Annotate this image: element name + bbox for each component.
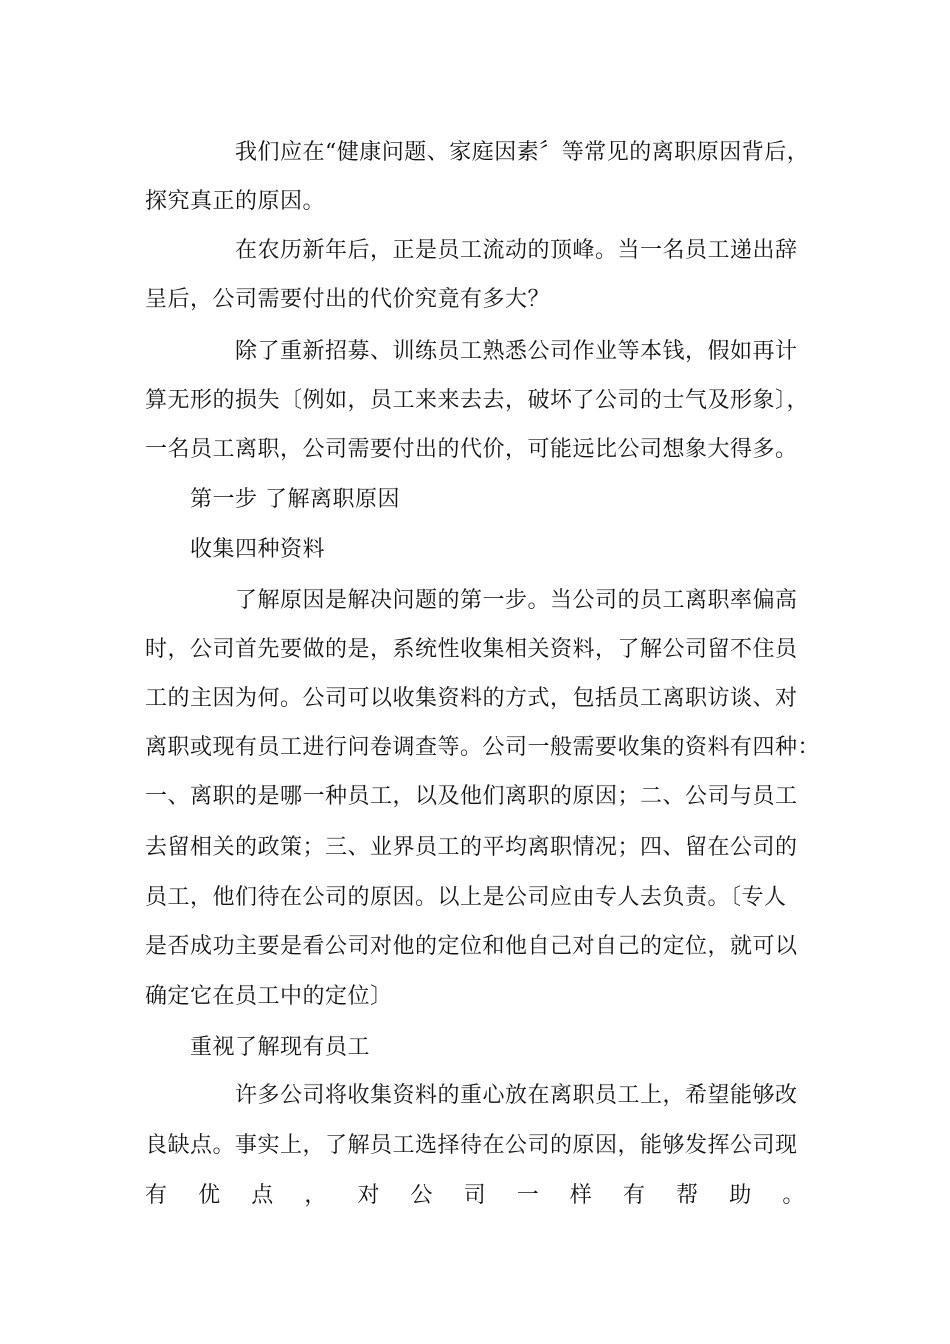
justified-char: 。 — [782, 1183, 805, 1208]
justified-char: 对 — [357, 1183, 380, 1208]
justified-char: 有 — [145, 1183, 168, 1208]
section-heading-current-employees: 重视了解现有员工 — [190, 1035, 371, 1060]
justified-char: 司 — [463, 1183, 487, 1208]
justified-char: 帮 — [676, 1183, 699, 1208]
section-heading-step-one: 第一步 了解离职原因 — [190, 487, 400, 512]
paragraph-3-line-2: 算无形的损失〔例如，员工来来去去，破坏了公司的士气及形象〕， — [145, 388, 810, 413]
paragraph-4-line-4: 离职或现有员工进行问卷调查等。公司一般需要收集的资料有四种： — [145, 735, 821, 760]
justified-char: ， — [304, 1183, 327, 1208]
paragraph-5-line-1: 许多公司将收集资料的重心放在离职员工上，希望能够改 — [235, 1083, 798, 1108]
paragraph-3-line-1: 除了重新招募、训练员工熟悉公司作业等本钱，假如再计 — [235, 339, 798, 364]
paragraph-5-line-2: 良缺点。事实上，了解员工选择待在公司的原因，能够发挥公司现 — [145, 1133, 798, 1158]
paragraph-4-line-6: 去留相关的政策；三、业界员工的平均离职情况；四、留在公司的 — [145, 835, 798, 860]
justified-char: 一 — [516, 1183, 540, 1208]
justified-char: 有 — [622, 1183, 646, 1208]
paragraph-4-line-8: 是否成功主要是看公司对他的定位和他自己对自己的定位，就可以 — [145, 934, 798, 959]
justified-char: 样 — [569, 1183, 593, 1208]
paragraph-4-line-7: 员工，他们待在公司的原因。以上是公司应由专人去负责。〔专人 — [145, 885, 787, 910]
justified-char: 优 — [198, 1183, 221, 1208]
paragraph-1-line-2: 探究真正的原因。 — [145, 189, 326, 214]
justified-char: 点 — [251, 1183, 274, 1208]
paragraph-2-line-1: 在农历新年后，正是员工流动的顶峰。当一名员工递出辞 — [235, 238, 798, 263]
paragraph-4-line-1: 了解原因是解决问题的第一步。当公司的员工离职率偏高 — [235, 588, 798, 613]
paragraph-2-line-2: 呈后，公司需要付出的代价究竟有多大？ — [145, 287, 551, 312]
paragraph-4-line-5: 一、离职的是哪一种员工，以及他们离职的原因；二、公司与员工 — [145, 784, 798, 809]
paragraph-4-line-3: 工的主因为何。公司可以收集资料的方式，包括员工离职访谈、对 — [145, 686, 798, 711]
justified-char: 公 — [410, 1183, 434, 1208]
justified-char: 助 — [729, 1183, 752, 1208]
section-heading-collect-four: 收集四种资料 — [190, 537, 326, 562]
paragraph-5-line-3-justified — [145, 1181, 805, 1211]
paragraph-1-line-1: 我们应在“健康问题、家庭因素〞等常见的离职原因背后， — [235, 140, 810, 165]
paragraph-4-line-2: 时，公司首先要做的是，系统性收集相关资料，了解公司留不住员 — [145, 637, 798, 662]
paragraph-3-line-3: 一名员工离职，公司需要付出的代价，可能远比公司想象大得多。 — [145, 437, 798, 462]
paragraph-4-line-9: 确定它在员工中的定位〕 — [145, 984, 393, 1009]
